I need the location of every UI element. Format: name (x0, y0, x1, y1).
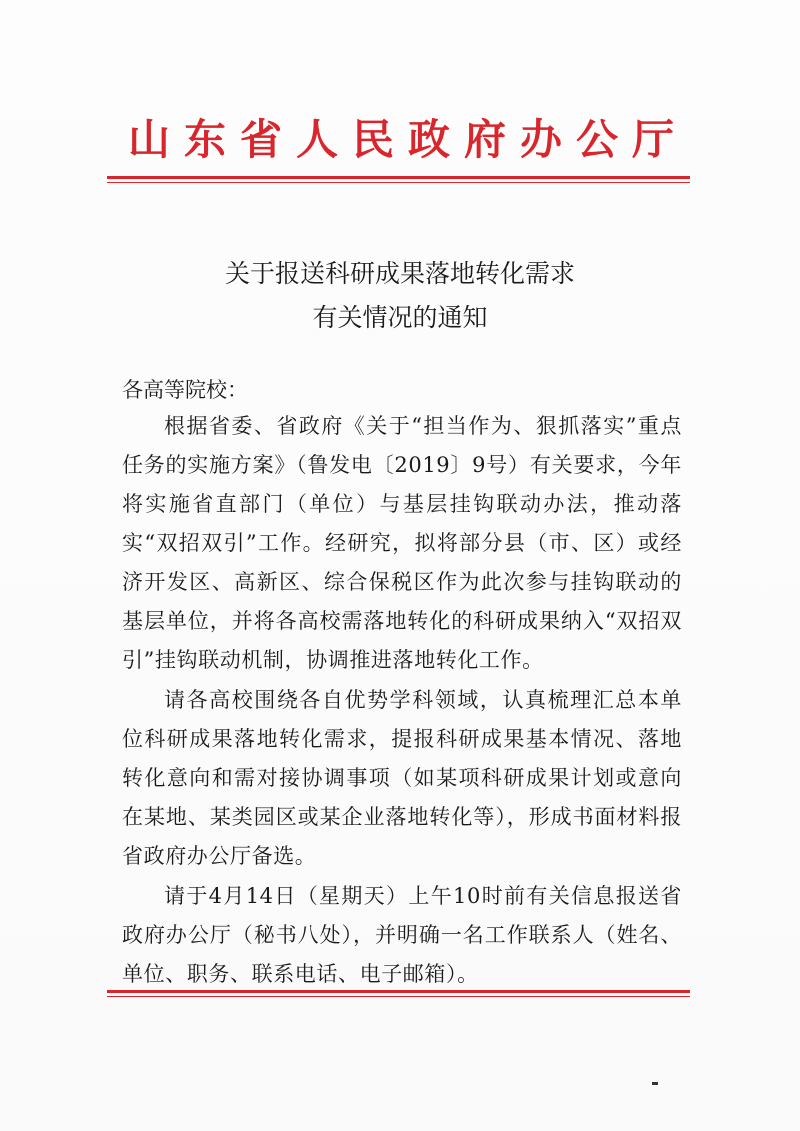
issuing-authority-header: 山东省人民政府办公厅 (127, 115, 688, 164)
scan-speck (652, 1082, 658, 1085)
header-red-rule (107, 176, 690, 179)
paragraph-3: 请于4月14日（星期天）上午10时前有关信息报送省政府办公厅（秘书八处），并明确一名工作联系人（姓名、单位、职务、联系电话、电子邮箱）。 (122, 884, 682, 986)
paragraph-2: 请各高校围绕各自优势学科领域，认真梳理汇总本单位科研成果落地转化需求，提报科研成果基本情况、落地转化意向和需对接协调事项（如某项科研成果计划或意向在某地、某类园区或某企业落地转化等），形成书面材料报省政府办公厅备选。 (122, 688, 682, 868)
footer-red-rule-thin (107, 996, 690, 997)
notice-title-line-1: 关于报送科研成果落地转化需求 (224, 259, 575, 288)
header-red-rule-thin (107, 182, 690, 183)
notice-title-line-2: 有关情况的通知 (312, 303, 488, 332)
salutation: 各高等院校： (122, 378, 248, 402)
notice-body (122, 407, 682, 994)
notice-title (0, 252, 800, 340)
footer-red-rule (107, 990, 690, 993)
paragraph-1: 根据省委、省政府《关于“担当作为、狠抓落实”重点任务的实施方案》（鲁发电〔2019〕9号）有关要求，今年将实施省直部门（单位）与基层挂钩联动办法，推动落实“双招双引”工作。经研究，拟将部分县（市、区）或经济开发区、高新区、综合保税区作为此次参与挂钩联动的基层单位，并将各高校需落地转化的科研成果纳入“双招双引”挂钩联动机制，协调推进落地转化工作。 (122, 414, 682, 672)
